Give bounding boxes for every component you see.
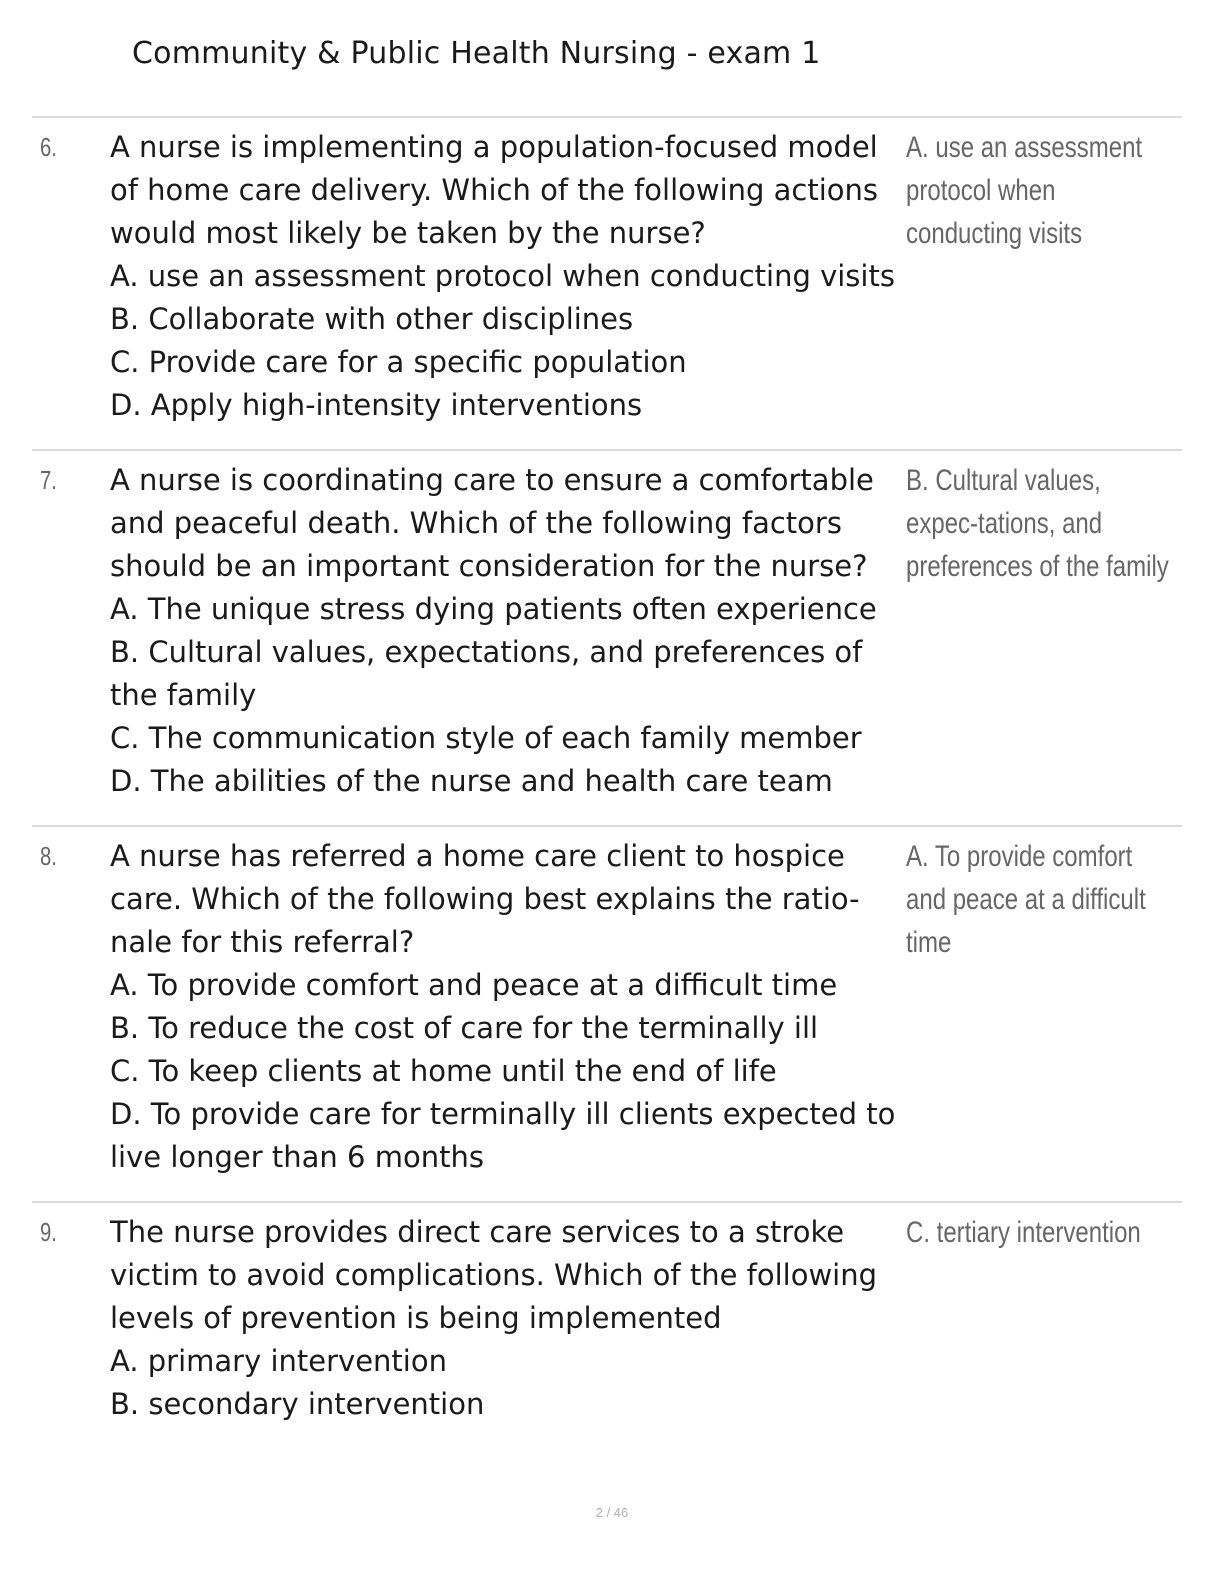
answer-option: A. use an assessment protocol when conducting visits bbox=[110, 259, 895, 293]
card-answer: A. To provide comfort and peace at a difficult time bbox=[906, 840, 1146, 959]
question-stem: A nurse is implementing a population-focused model of home care delivery. Which of the following actions would most likely be taken by the nurse? bbox=[110, 130, 879, 250]
flashcard bbox=[32, 449, 1182, 825]
page-number: 2 / 46 bbox=[595, 1505, 629, 1520]
card-number: 6. bbox=[40, 132, 57, 162]
card-answer: C. tertiary intervention bbox=[906, 1216, 1141, 1249]
flashcard-list bbox=[32, 116, 1182, 1448]
flashcard bbox=[32, 116, 1182, 449]
answer-option: A. primary intervention bbox=[110, 1344, 447, 1378]
answer-option: D. Apply high-intensity interventions bbox=[110, 388, 643, 422]
answer-option: C. To keep clients at home until the end of life bbox=[110, 1054, 777, 1088]
card-answer: A. use an assessment protocol when conducting visits bbox=[906, 131, 1143, 250]
answer-option: B. Collaborate with other disciplines bbox=[110, 302, 634, 336]
question-stem: A nurse is coordinating care to ensure a comfortable and peaceful death. Which of the following factors should be an important consideration for the nurse? bbox=[110, 463, 874, 583]
answer-option: B. secondary intervention bbox=[110, 1387, 485, 1421]
card-number: 7. bbox=[40, 465, 57, 495]
answer-option: B. Cultural values, expectations, and preferences of the family bbox=[110, 635, 863, 712]
card-number: 9. bbox=[40, 1217, 57, 1247]
card-question bbox=[110, 459, 910, 803]
answer-option: C. Provide care for a specific population bbox=[110, 345, 687, 379]
flashcard bbox=[32, 825, 1182, 1201]
card-number: 8. bbox=[40, 841, 57, 871]
flashcard bbox=[32, 1201, 1182, 1448]
question-stem: A nurse has referred a home care client to hospice care. Which of the following best explains the ratio-nale for this referral? bbox=[110, 839, 860, 959]
answer-option: C. The communication style of each family member bbox=[110, 721, 862, 755]
question-stem: The nurse provides direct care services to a stroke victim to avoid complications. Which of the following levels of prevention is being implemented bbox=[110, 1215, 878, 1335]
answer-option: D. The abilities of the nurse and health care team bbox=[110, 764, 833, 798]
card-question bbox=[110, 126, 910, 427]
answer-option: A. To provide comfort and peace at a difficult time bbox=[110, 968, 838, 1002]
answer-option: A. The unique stress dying patients often experience bbox=[110, 592, 877, 626]
answer-option: B. To reduce the cost of care for the terminally ill bbox=[110, 1011, 819, 1045]
document-title: Community & Public Health Nursing - exam 1 bbox=[132, 36, 821, 71]
card-question bbox=[110, 835, 910, 1179]
answer-option: D. To provide care for terminally ill clients expected to live longer than 6 months bbox=[110, 1097, 896, 1174]
card-question bbox=[110, 1211, 910, 1426]
card-answer: B. Cultural values, expec-tations, and preferences of the family bbox=[906, 464, 1169, 583]
